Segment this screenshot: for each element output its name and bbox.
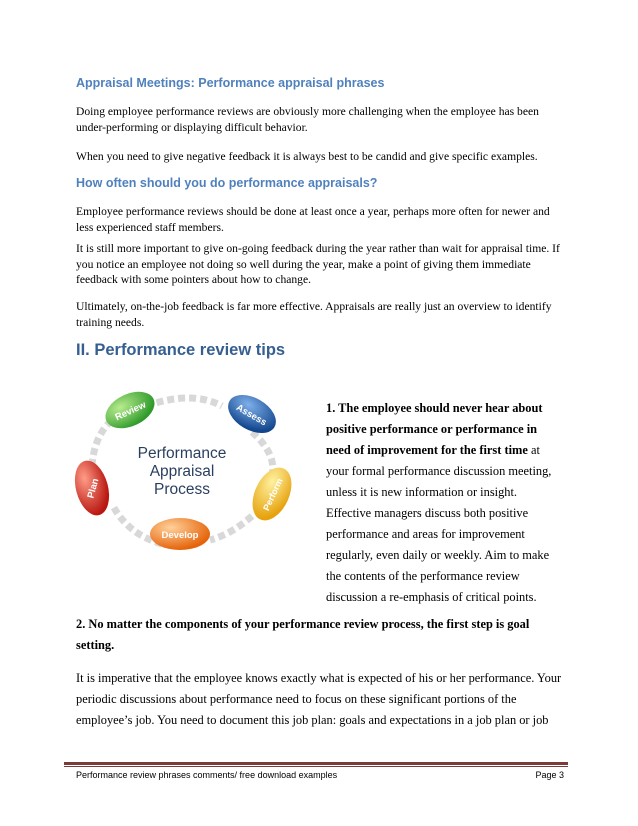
stage-review-label: Review [113,399,148,424]
footer-rule [64,762,568,765]
section1-para1: Doing employee performance reviews are obviously more challenging when the employee has been under-performing or displaying difficult behavior. [76,105,539,134]
center-line3: Process [154,481,210,498]
stage-perform-label: Perform [261,476,285,513]
review-stage-icon [100,385,161,436]
appraisal-process-diagram [72,384,308,564]
stage-plan-label: Plan [85,477,102,500]
perform-stage-icon [245,461,299,526]
section1-heading: Appraisal Meetings: Performance appraisal phrases [76,76,385,90]
develop-stage-icon [150,518,210,550]
stage-assess-label: Assess [234,402,269,429]
footer-rule-thin [64,766,568,767]
section3-heading: II. Performance review tips [76,341,286,359]
center-line1: Performance [137,445,227,462]
center-line2: Appraisal [149,463,215,480]
tip2-paragraph: It is imperative that the employee knows exactly what is expected of his or her performance. Your periodic discussions about performance need to focus on these significant portions of the employee’s job. You need to document this job plan: goals and expectations in a job plan or job [76,671,562,727]
section2-heading: How often should you do performance appraisals? [76,176,378,190]
stage-develop-label: Develop [161,530,199,541]
tip2-heading: 2. No matter the components of your performance review process, the first step is goal setting. [76,617,530,652]
plan-stage-icon [72,457,115,519]
tip1-paragraph [326,398,564,608]
section2-para1: Employee performance reviews should be done at least once a year, perhaps more often for newer and less experienced staff members. [76,205,550,234]
tip1-bold: 1. The employee should never hear about positive performance or performance in need of improvement for the first time [326,401,543,457]
section2-para2: It is still more important to give on-going feedback during the year rather than wait for appraisal time. If you notice an employee not doing so well during the year, make a point of giving them immediate feedback with some pointers about how to change. [76,242,560,286]
tip1-normal: at your formal performance discussion meeting, unless it is new information or insight. Effective managers discuss both positive performance and areas for improvement regularly, even daily or weekly. Aim to make the contents of the performance review discussion a re-emphasis of critical points. [326,443,552,604]
section1-para2: When you need to give negative feedback it is always best to be candid and give specific examples. [76,150,538,163]
page-number: Page 3 [535,770,564,780]
section2-para3: Ultimately, on-the-job feedback is far more effective. Appraisals are really just an overview to identify training needs. [76,300,552,329]
footer-left-text: Performance review phrases comments/ free download examples [76,770,338,780]
page-footer [76,770,564,780]
